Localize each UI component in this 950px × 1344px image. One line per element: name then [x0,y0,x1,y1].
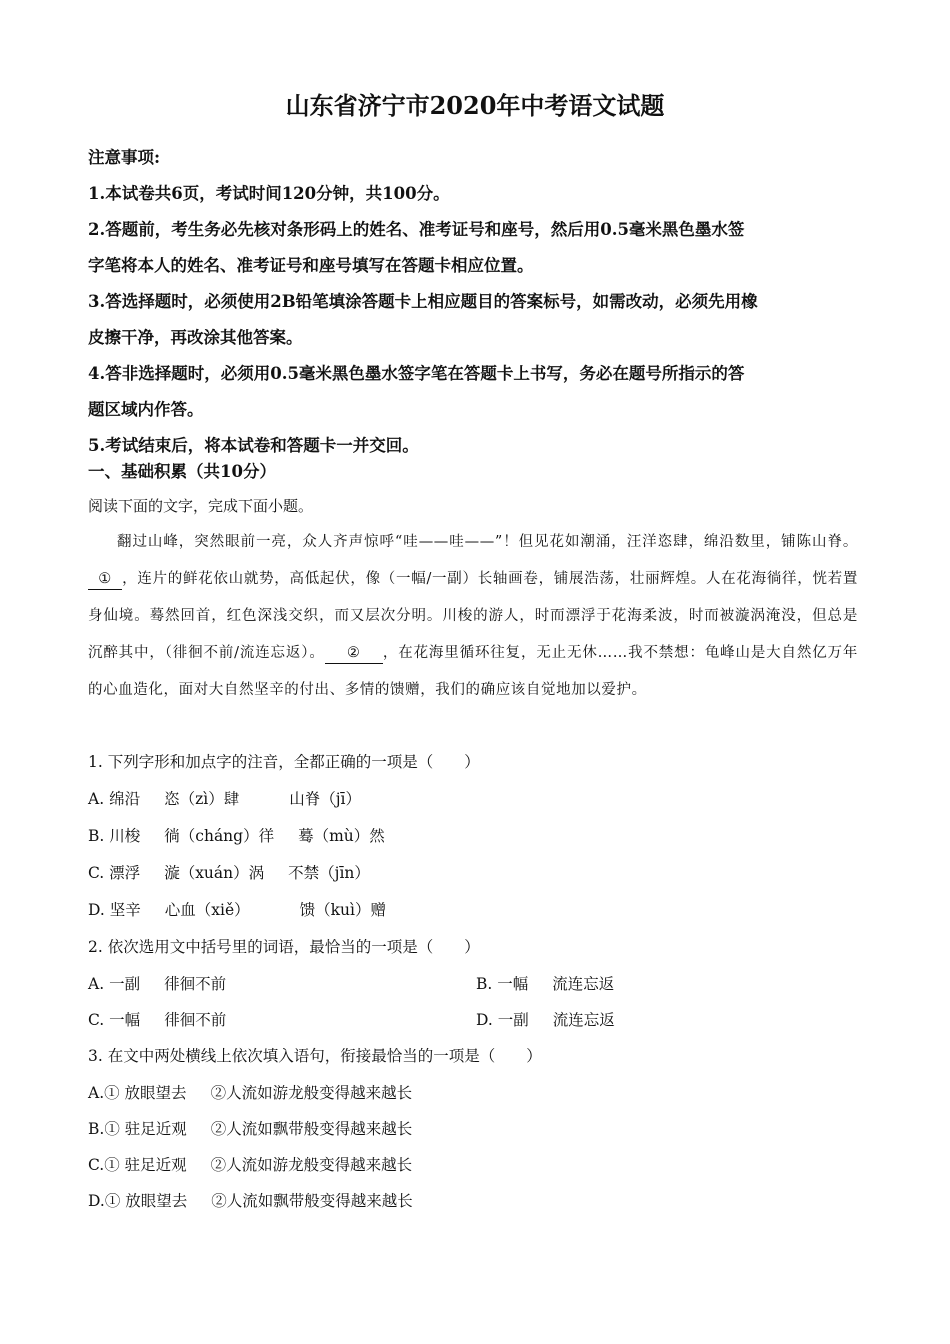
question-3-stem: 3. 在文中两处横线上依次填入语句，衔接最恰当的一项是（ ） [88,1047,542,1065]
passage-text: ，连片的鲜花依山就势，高低起伏，像（一幅/一副）长轴画卷，铺展浩荡，壮丽辉煌。人在花海徜徉，恍若置身仙境。蓦然回首，红色深浅交织，而又层次分明。川梭的游人，时而漂浮于花海柔波，时而被漩涡淹没，但总是沉醉其中，（徘徊不前/流连忘返）。 [88,571,858,661]
option-text: ②人流如游龙般变得越来越长 [210,1156,413,1174]
option-text: 山脊（jī） [289,790,361,808]
option-key: C. [88,864,105,882]
option-key: C. [88,1011,105,1029]
option-text: 徘徊不前 [164,1011,227,1029]
notice-line: 4.答非选择题时，必须用0.5毫米黑色墨水签字笔在答题卡上书写，务必在题号所指示的答 [88,364,745,383]
option-text: ① 驻足近观 [104,1156,187,1174]
option-text: 蓦（mù）然 [298,827,385,845]
notice-block [88,140,868,464]
option-key: A. [88,1084,105,1102]
option-text: ②人流如飘带般变得越来越长 [211,1192,413,1210]
option-text: 恣（zì）肆 [164,790,240,808]
option-text: 徜（cháng）徉 [164,827,275,845]
option-text: 流连忘返 [552,1011,615,1029]
option-text: 心血（xiě） [164,901,250,919]
reading-passage [88,524,858,709]
option-text: ① 放眼望去 [104,1084,187,1102]
option-text: 一副 [109,975,141,993]
option-text: 徘徊不前 [164,975,227,993]
option-text: 一幅 [109,1011,141,1029]
question-3-option-d[interactable] [88,1189,413,1211]
option-key: D. [88,1192,105,1210]
question-2-option-a[interactable] [88,972,226,994]
option-key: B. [476,975,493,993]
option-text: ②人流如飘带般变得越来越长 [210,1120,413,1138]
option-key: C. [88,1156,105,1174]
option-text: 绵沿 [109,790,141,808]
reading-instruction: 阅读下面的文字，完成下面小题。 [88,497,314,515]
option-text: 一副 [497,1011,529,1029]
option-key: D. [88,901,105,919]
option-key: A. [88,975,105,993]
passage-text: 翻过山峰，突然眼前一亮，众人齐声惊呼“哇——哇——”！但见花如潮涌，汪洋恣肆，绵沿数里，铺陈山脊。 [117,534,858,550]
section-heading: 一、基础积累（共10分） [88,462,276,481]
notice-line: 5.考试结束后，将本试卷和答题卡一并交回。 [88,436,419,455]
option-text: 流连忘返 [552,975,615,993]
option-text: 漩（xuán）涡 [164,864,265,882]
fill-blank-1: ① [88,569,122,590]
notice-line: 1.本试卷共6页，考试时间120分钟，共100分。 [88,184,450,203]
option-text: 一幅 [497,975,529,993]
option-text: 坚辛 [109,901,141,919]
notice-heading: 注意事项: [88,148,161,167]
option-text: ① 放眼望去 [104,1192,188,1210]
notice-line: 2.答题前，考生务必先核对条形码上的姓名、准考证号和座号，然后用0.5毫米黑色墨水签 [88,220,745,239]
option-key: B. [88,1120,105,1138]
question-3-option-a[interactable] [88,1081,412,1103]
notice-line: 题区域内作答。 [88,400,204,419]
notice-line: 3.答选择题时，必须使用2B铅笔填涂答题卡上相应题目的答案标号，如需改动，必须先用橡 [88,292,758,311]
fill-blank-2: ② [325,643,383,664]
question-3-option-c[interactable] [88,1153,412,1175]
question-2-stem: 2. 依次选用文中括号里的词语，最恰当的一项是（ ） [88,938,480,956]
notice-line: 字笔将本人的姓名、准考证号和座号填写在答题卡相应位置。 [88,256,534,275]
option-text: 川梭 [109,827,141,845]
page-title: 山东省济宁市2020年中考语文试题 [285,91,665,120]
option-key: D. [476,1011,493,1029]
question-2-option-b[interactable] [476,972,614,994]
option-key: B. [88,827,105,845]
option-text: 馈（kuì）赠 [299,901,386,919]
question-1-option-b[interactable] [88,824,385,846]
question-1-stem: 1. 下列字形和加点字的注音，全都正确的一项是（ ） [88,753,480,771]
passage-text: ，在花海里循环往复，无止无休……我不禁想：龟峰山是大自然亿万年的心血造化，面对大自然坚辛的付出、多情的馈赠，我们的确应该自觉地加以爱护。 [88,645,858,698]
option-text: 漂浮 [109,864,141,882]
question-1-option-d[interactable] [88,898,386,920]
question-1-option-a[interactable] [88,787,361,809]
option-text: 不禁（jīn） [288,864,370,882]
option-text: ②人流如游龙般变得越来越长 [210,1084,413,1102]
notice-line: 皮擦干净，再改涂其他答案。 [88,328,303,347]
option-key: A. [88,790,105,808]
question-2-option-d[interactable] [476,1008,615,1030]
option-text: ① 驻足近观 [104,1120,187,1138]
question-1-option-c[interactable] [88,861,370,883]
question-3-option-b[interactable] [88,1117,412,1139]
question-2-option-c[interactable] [88,1008,226,1030]
